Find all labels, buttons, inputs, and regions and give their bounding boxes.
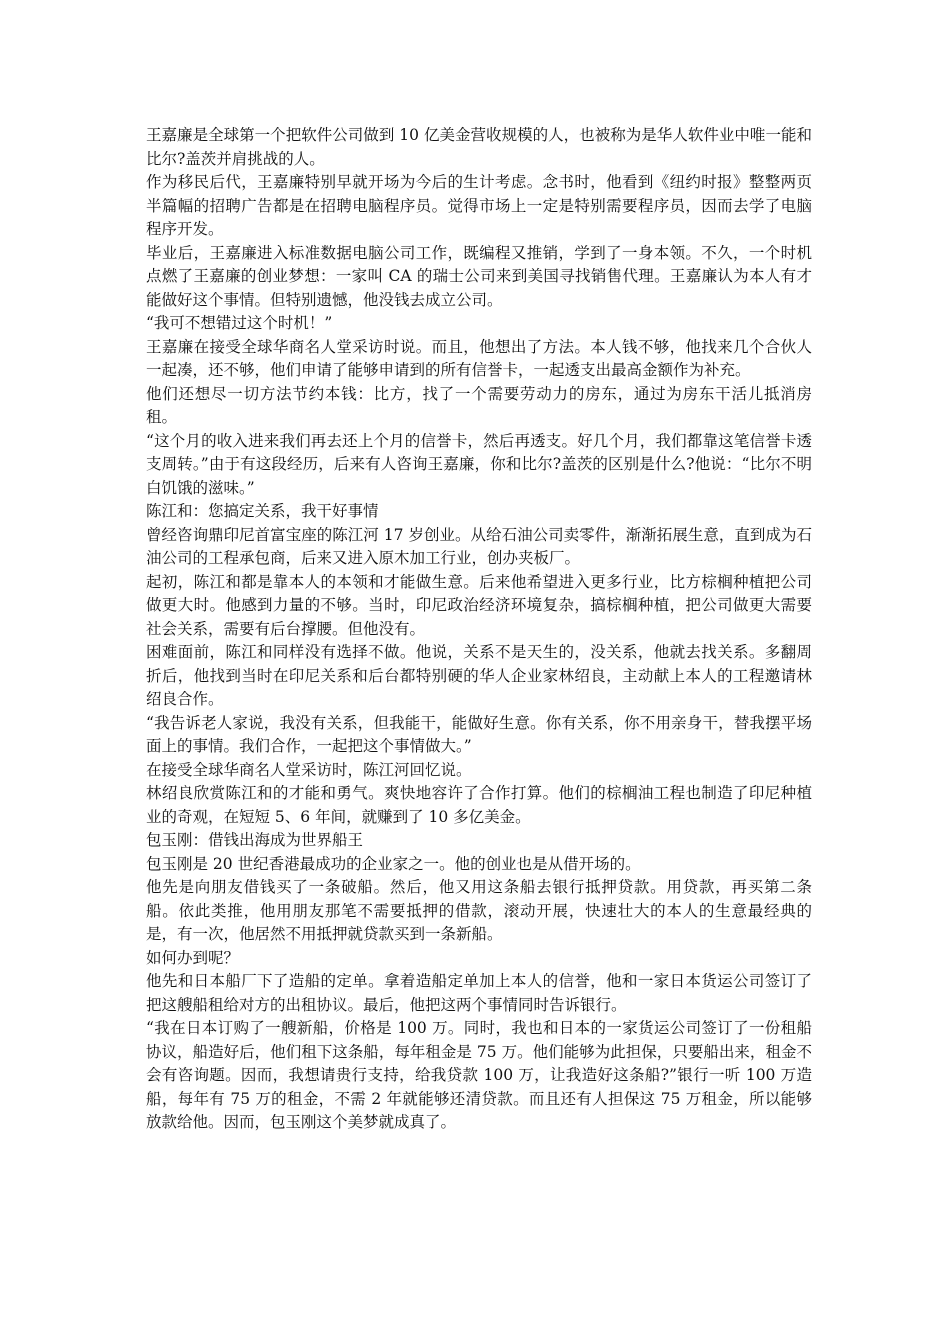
paragraph: 王嘉廉是全球第一个把软件公司做到 10 亿美金营收规模的人，也被称为是华人软件业中唯一能和比尔?盖茨并肩挑战的人。: [146, 126, 812, 168]
paragraph: 起初，陈江和都是靠本人的本领和才能做生意。后来他希望进入更多行业，比方棕榈种植把公司做更大时。他感到力量的不够。当时，印尼政治经济环境复杂，搞棕榈种植，把公司做更大需要社会关系，需要有后台撑腰。但他没有。: [146, 572, 812, 638]
section-heading: 陈江和：您搞定关系，我干好事情: [146, 502, 379, 520]
paragraph: 困难面前，陈江和同样没有选择不做。他说，关系不是天生的，没关系，他就去找关系。多翻周折后，他找到当时在印尼关系和后台都特别硬的华人企业家林绍良，主动献上本人的工程邀请林绍良合作。: [146, 643, 812, 708]
paragraph: 王嘉廉在接受全球华商名人堂采访时说。而且，他想出了方法。本人钱不够，他找来几个合伙人一起凑，还不够，他们申请了能够申请到的所有信誉卡，一起透支出最高金额作为补充。: [146, 337, 812, 379]
quote-paragraph: “我告诉老人家说，我没有关系，但我能干，能做好生意。你有关系，你不用亲身干，替我摆平场面上的事情。我们合作，一起把这个事情做大。”: [146, 713, 812, 755]
paragraph: 林绍良欣赏陈江和的才能和勇气。爽快地容许了合作打算。他们的棕榈油工程也制造了印尼种植业的奇观，在短短 5、6 年间，就赚到了 10 多亿美金。: [146, 784, 812, 826]
quote-paragraph: “我在日本订购了一艘新船，价格是 100 万。同时，我也和日本的一家货运公司签订了一份租船协议，船造好后，他们租下这条船，每年租金是 75 万。他们能够为此担保，只要船出来，租金不会有咨询题。因而，我想请贵行支持，给我贷款 100 万，让我造好这条船?”银行一听 100 万造船，每年有 75 万的租金，不需 2 年就能够还清贷款。而且还有人担保这 75 万租金，所以能够放款给他。因而，包玉刚这个美梦就成真了。: [146, 1019, 812, 1131]
paragraph: 他们还想尽一切方法节约本钱：比方，找了一个需要劳动力的房东，通过为房东干活儿抵消房租。: [146, 384, 812, 426]
document-body: [146, 124, 812, 1135]
paragraph: 他先和日本船厂下了造船的定单。拿着造船定单加上本人的信誉，他和一家日本货运公司签订了把这艘船租给对方的出租协议。最后，他把这两个事情同时告诉银行。: [146, 972, 812, 1014]
paragraph: 在接受全球华商名人堂采访时，陈江河回忆说。: [146, 760, 472, 779]
quote-paragraph: “我可不想错过这个时机！”: [146, 314, 333, 332]
section-heading: 包玉刚：借钱出海成为世界船王: [146, 831, 364, 849]
paragraph: 曾经咨询鼎印尼首富宝座的陈江河 17 岁创业。从给石油公司卖零件，渐渐拓展生意，直到成为石油公司的工程承包商，后来又进入原木加工行业，创办夹板厂。: [146, 525, 812, 567]
paragraph: 他先是向朋友借钱买了一条破船。然后，他又用这条船去银行抵押贷款。用贷款，再买第二条船。依此类推，他用朋友那笔不需要抵押的借款，滚动开展，快速壮大的本人的生意最经典的是，有一次，他居然不用抵押就贷款买到一条新船。: [146, 878, 812, 943]
paragraph: 如何办到呢？: [146, 948, 240, 967]
paragraph: “这个月的收入进来我们再去还上个月的信誉卡，然后再透支。好几个月，我们都靠这笔信誉卡透支周转。”由于有这段经历，后来有人咨询王嘉廉，你和比尔?盖茨的区别是什么?他说：“比尔不明白饥饿的滋味。”: [146, 431, 812, 497]
paragraph: 毕业后，王嘉廉进入标准数据电脑公司工作，既编程又推销，学到了一身本领。不久，一个时机点燃了王嘉廉的创业梦想：一家叫 CA 的瑞士公司来到美国寻找销售代理。王嘉廉认为本人有才能做好这个事情。但特别遗憾，他没钱去成立公司。: [146, 243, 812, 309]
paragraph: 包玉刚是 20 世纪香港最成功的企业家之一。他的创业也是从借开场的。: [146, 854, 641, 873]
paragraph: 作为移民后代，王嘉廉特别早就开场为今后的生计考虑。念书时，他看到《纽约时报》整整两页半篇幅的招聘广告都是在招聘电脑程序员。觉得市场上一定是特别需要程序员，因而去学了电脑程序开发。: [146, 173, 812, 238]
